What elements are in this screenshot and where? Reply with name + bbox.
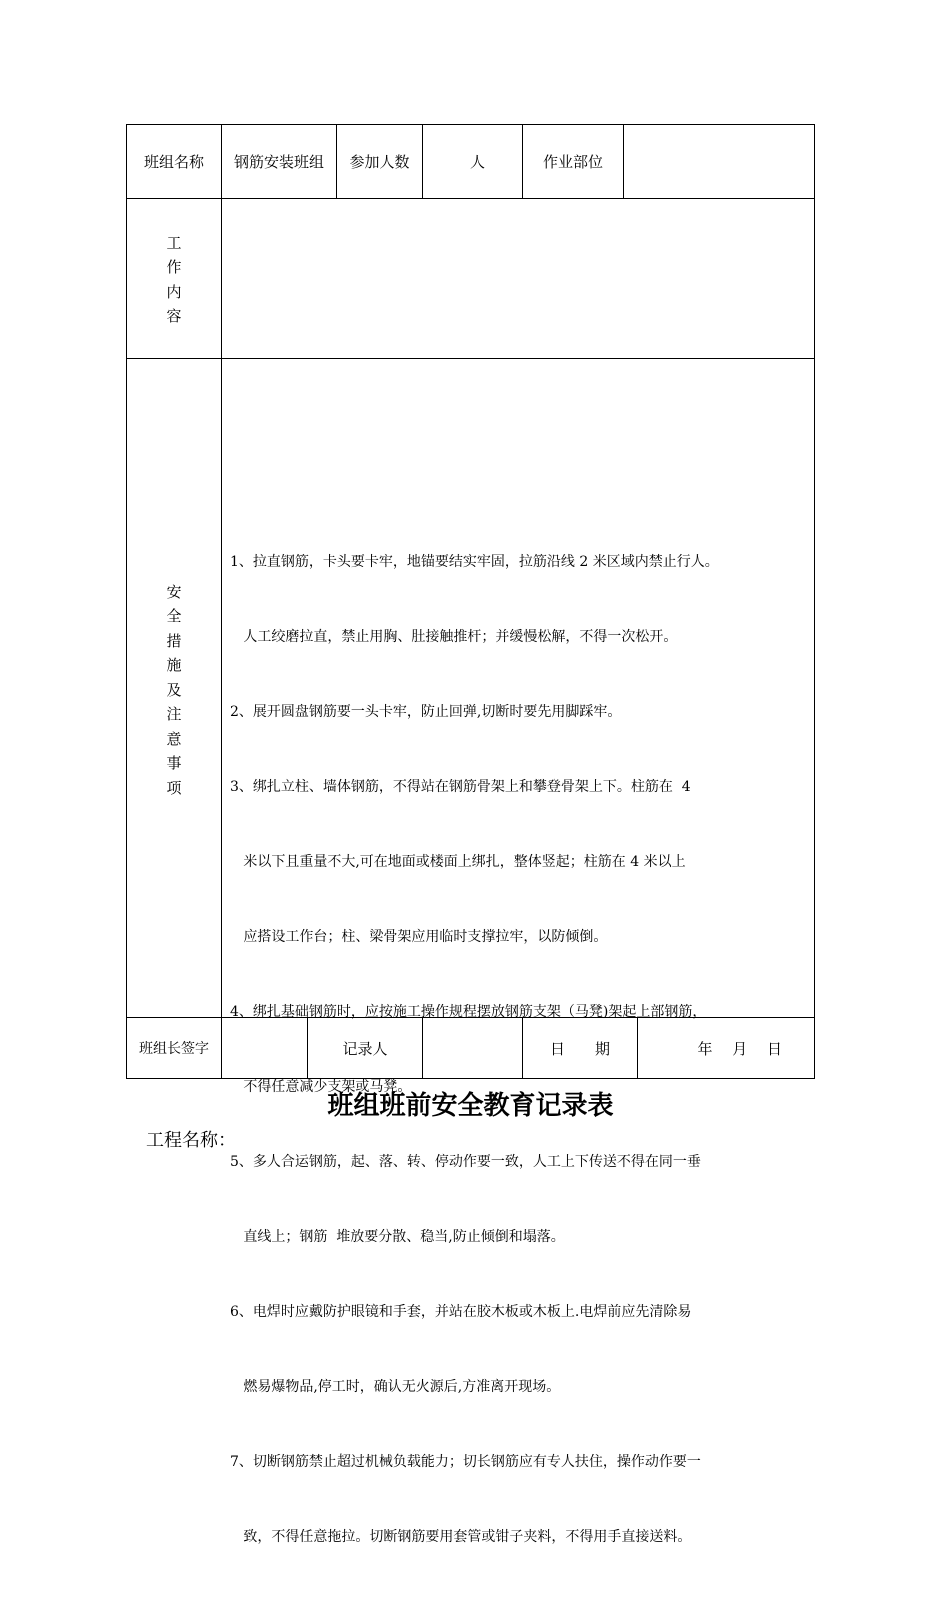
work-content-label-char: 工 bbox=[166, 233, 182, 252]
recorder-label: 记录人 bbox=[342, 1039, 388, 1058]
safety-measure-line: 人工绞磨拉直，禁止用胸、肚接触推杆；并缓慢松解，不得一次松开。 bbox=[230, 629, 678, 645]
date-value[interactable]: 年 月 日 bbox=[697, 1039, 782, 1058]
safety-measure-line: 燃易爆物品,停工时，确认无火源后,方准离开现场。 bbox=[230, 1379, 561, 1395]
safety-measures-label-char: 全 bbox=[166, 607, 182, 626]
team-name-label: 班组名称 bbox=[143, 153, 204, 171]
team-name-value[interactable]: 钢筋安装班组 bbox=[233, 153, 324, 171]
safety-measures-label-char: 安 bbox=[166, 582, 182, 601]
safety-measure-line: 6、电焊时应戴防护眼镜和手套，并站在胶木板或木板上.电焊前应先清除易 bbox=[230, 1304, 692, 1320]
project-name-label: 工程名称： bbox=[146, 1130, 236, 1151]
safety-measures-label-char: 项 bbox=[166, 778, 182, 797]
safety-measures-label-char: 措 bbox=[166, 631, 182, 650]
participants-label: 参加人数 bbox=[349, 153, 410, 171]
safety-measures-label-char: 注 bbox=[166, 705, 182, 724]
safety-measure-line: 2、展开圆盘钢筋要一头卡牢，防止回弹,切断时要先用脚踩牢。 bbox=[230, 704, 622, 720]
work-content-label-char: 内 bbox=[166, 282, 182, 301]
document-title: 班组班前安全教育记录表 bbox=[327, 1091, 614, 1121]
date-label: 日 期 bbox=[549, 1039, 610, 1058]
safety-measure-line: 7、切断钢筋禁止超过机械负载能力；切长钢筋应有专人扶住，操作动作要一 bbox=[230, 1454, 701, 1470]
recorder-value[interactable] bbox=[423, 1018, 522, 1078]
safety-measures-label-char: 施 bbox=[166, 656, 182, 675]
safety-measures-label bbox=[127, 359, 221, 1017]
safety-measures-label-char: 及 bbox=[166, 680, 182, 699]
participants-unit[interactable]: 人 bbox=[469, 153, 485, 171]
safety-measure-line: 米以下且重量不大,可在地面或楼面上绑扎，整体竖起；柱筋在 4 米以上 bbox=[230, 854, 686, 870]
safety-measure-line: 3、绑扎立柱、墙体钢筋，不得站在钢筋骨架上和攀登骨架上下。柱筋在 4 bbox=[230, 779, 691, 795]
safety-measure-line: 5、多人合运钢筋，起、落、转、停动作要一致，人工上下传送不得在同一垂 bbox=[230, 1154, 701, 1170]
safety-measure-line: 致，不得任意拖拉。切断钢筋要用套管或钳子夹料，不得用手直接送料。 bbox=[230, 1529, 692, 1545]
leader-sign-value[interactable] bbox=[222, 1018, 307, 1078]
work-content-value[interactable] bbox=[222, 199, 814, 358]
work-content-label bbox=[127, 199, 221, 358]
work-content-label-char: 作 bbox=[166, 258, 182, 276]
table-rule-after-work-content bbox=[126, 358, 815, 359]
safety-measure-line: 4、绑扎基础钢筋时，应按施工操作规程摆放钢筋支架（马凳)架起上部钢筋， bbox=[230, 1004, 707, 1020]
leader-sign-label: 班组长签字 bbox=[139, 1041, 209, 1057]
safety-measure-line: 应搭设工作台；柱、梁骨架应用临时支撑拉牢，以防倾倒。 bbox=[230, 929, 608, 945]
safety-measure-line: 1、拉直钢筋，卡头要卡牢，地锚要结实牢固，拉筋沿线 2 米区域内禁止行人。 bbox=[230, 554, 719, 570]
work-location-label: 作业部位 bbox=[542, 153, 603, 171]
safety-measures-label-char: 事 bbox=[166, 754, 182, 773]
safety-measure-line: 直线上；钢筋 堆放要分散、稳当,防止倾倒和塌落。 bbox=[230, 1229, 565, 1245]
work-location-value[interactable] bbox=[624, 125, 814, 198]
safety-measures-label-char: 意 bbox=[166, 729, 182, 748]
work-content-label-char: 容 bbox=[166, 307, 182, 325]
safety-measure-line: 不得任意减少支架或马凳。 bbox=[230, 1079, 412, 1095]
table-border-right bbox=[814, 124, 815, 1079]
